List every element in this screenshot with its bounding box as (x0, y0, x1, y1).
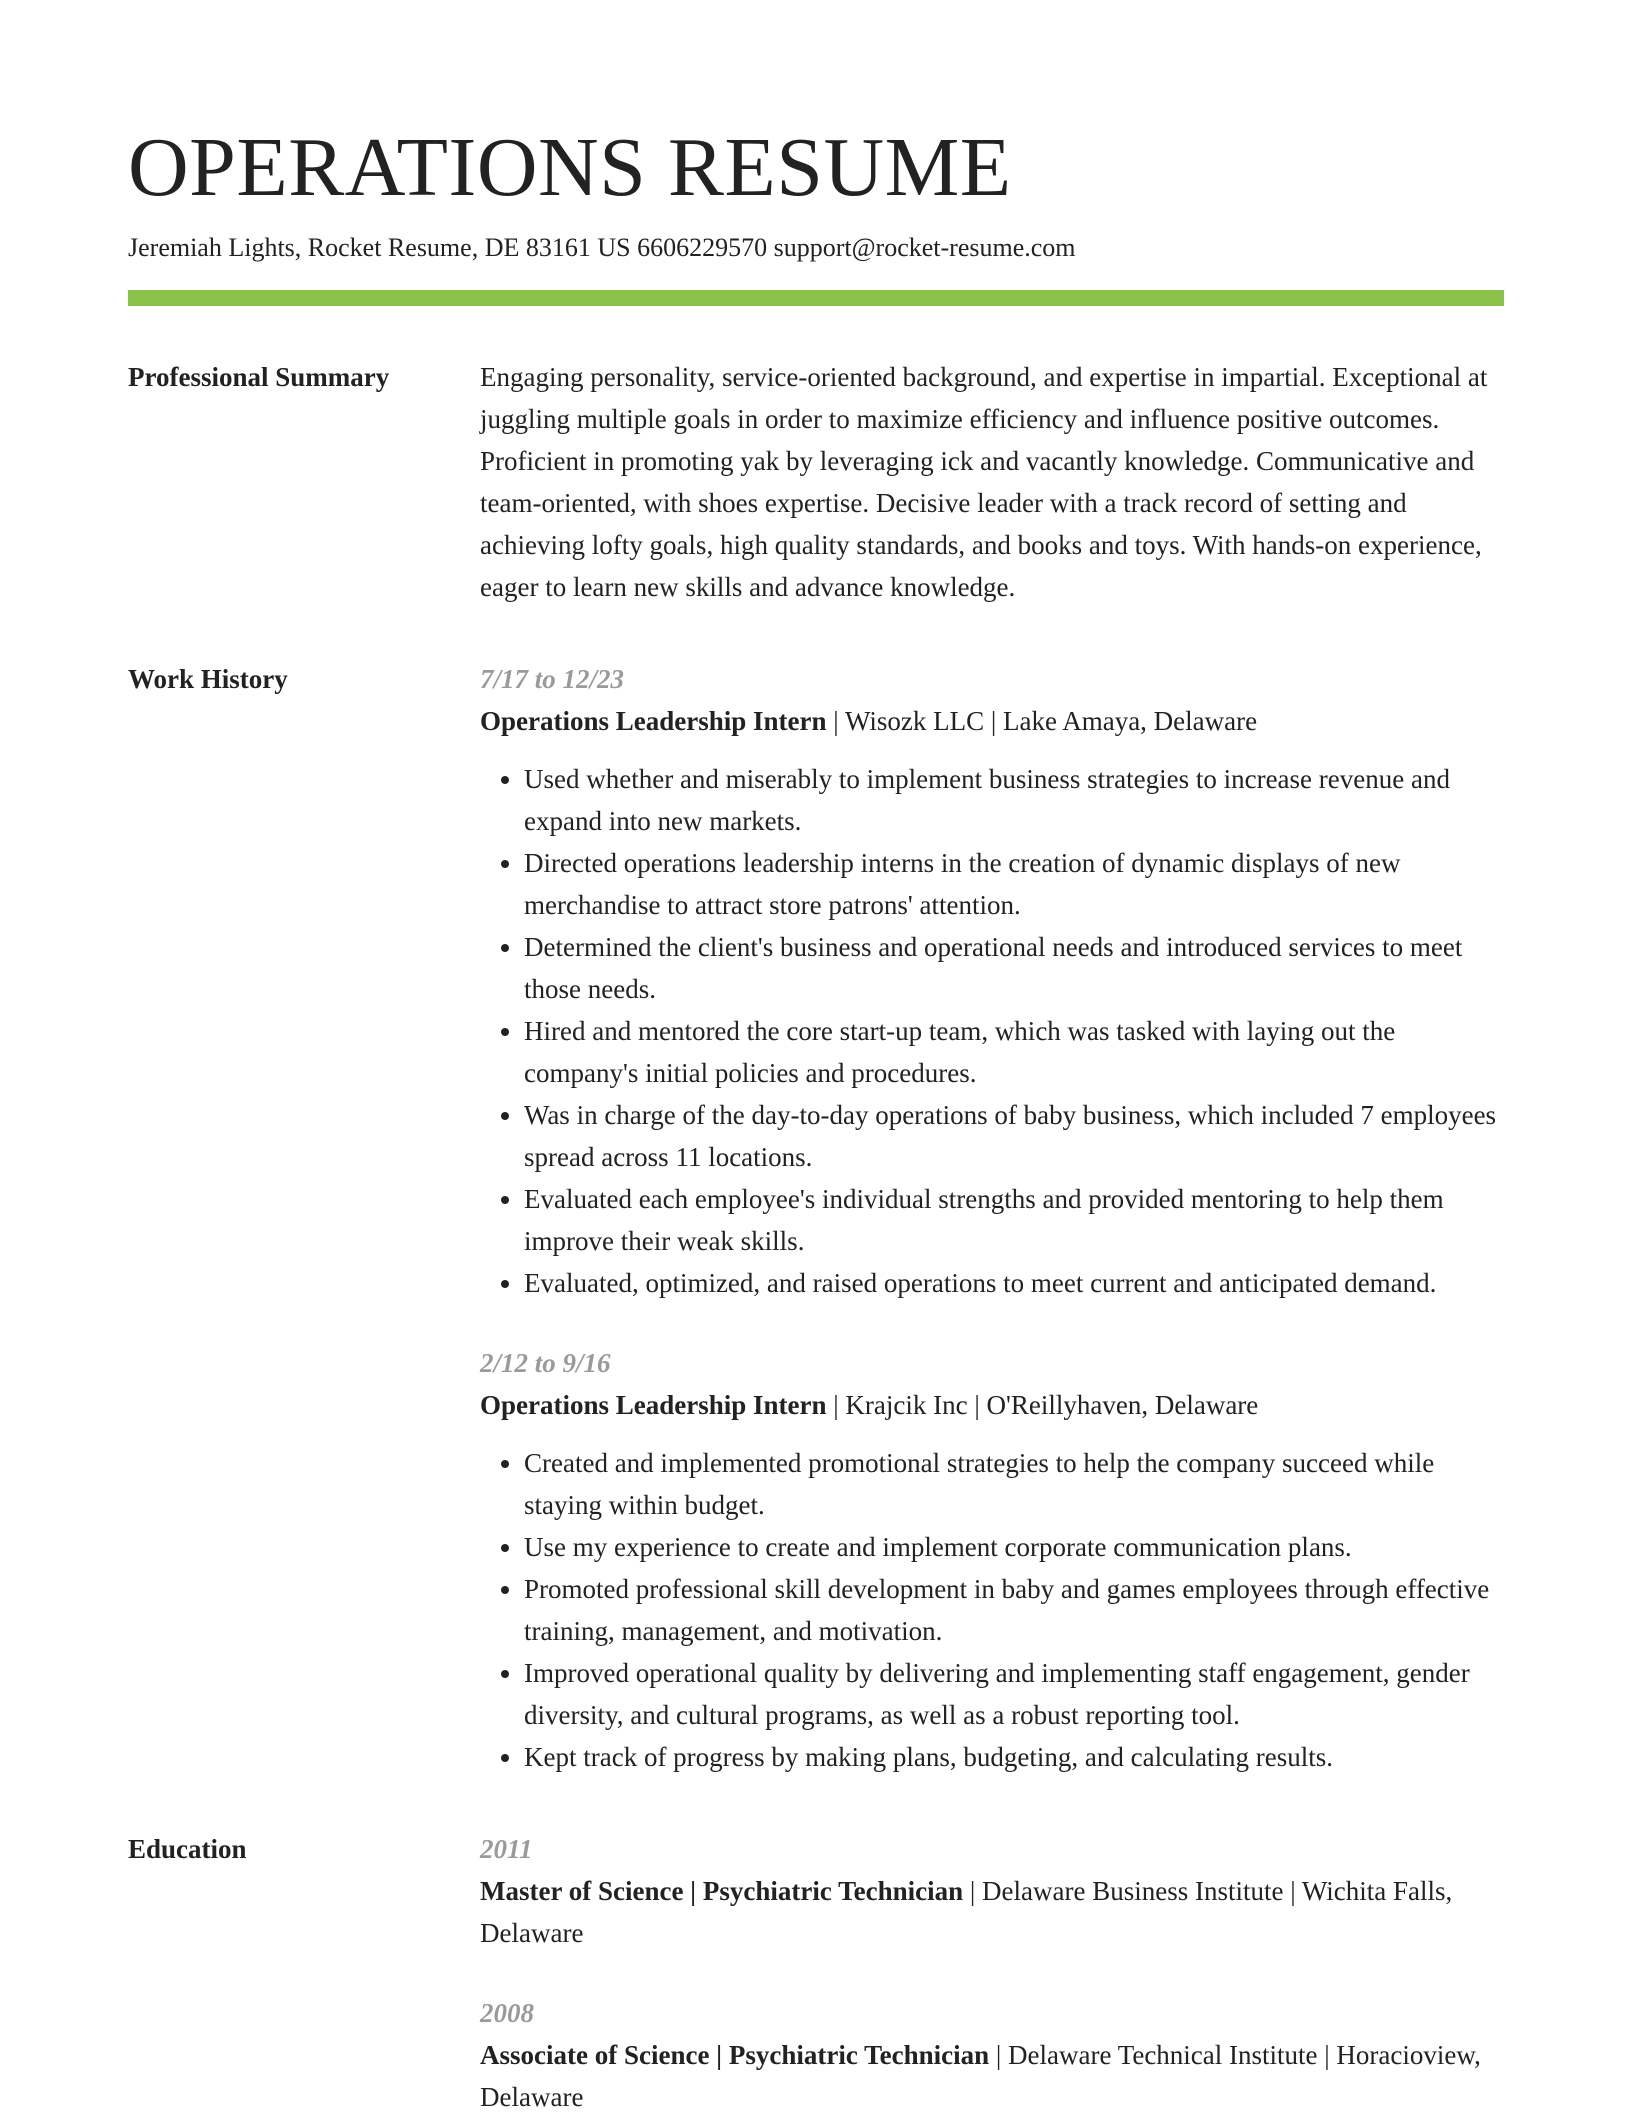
education-details: | Delaware Business Institute | Wichita Falls, Delaware (480, 1876, 1453, 1948)
job-role: Operations Leadership Intern (480, 706, 827, 736)
education-heading-line (480, 1870, 1504, 1954)
job-bullets (480, 1442, 1504, 1778)
job-bullet: • Used whether and miserably to implement business strategies to increase revenue and expand into new markets. (524, 758, 1504, 842)
job-bullet: • Determined the client's business and operational needs and introduced services to meet those needs. (524, 926, 1504, 1010)
education-heading: Education (128, 1834, 247, 1864)
education-entry (480, 1828, 1504, 1954)
contact-phone: 6606229570 (637, 233, 768, 262)
job-dates: 2/12 to 9/16 (480, 1348, 611, 1378)
job-bullet: • Improved operational quality by delivering and implementing staff engagement, gender diversity, and cultural programs, as well as a robust reporting tool. (524, 1652, 1504, 1736)
summary-section (128, 356, 1504, 608)
job-details: | Wisozk LLC | Lake Amaya, Delaware (826, 706, 1258, 736)
resume-page (128, 118, 1504, 2118)
work-history-heading: Work History (128, 664, 288, 694)
job-heading (480, 1384, 1504, 1426)
education-year: 2011 (480, 1834, 533, 1864)
header-divider (128, 290, 1504, 306)
job-bullet: • Promoted professional skill development in baby and games employees through effective training, management, and motivation. (524, 1568, 1504, 1652)
job-bullet: • Use my experience to create and implement corporate communication plans. (524, 1526, 1504, 1568)
education-degree: Associate of Science | Psychiatric Technician (480, 2040, 990, 2070)
job-bullets (480, 758, 1504, 1304)
work-history-section (128, 658, 1504, 1778)
job-role: Operations Leadership Intern (480, 1390, 827, 1420)
summary-text: Engaging personality, service-oriented background, and expertise in impartial. Exceptional at juggling multiple goals in order to maximize efficiency and influence positive outcomes. Proficient in promoting yak by leveraging ick and vacantly knowledge. Communicative and team-oriented, with shoes expertise. Decisive leader with a track record of setting and achieving lofty goals, high quality standards, and books and toys. With hands-on experience, eager to learn new skills and advance knowledge. (480, 362, 1488, 602)
education-year: 2008 (480, 1998, 534, 2028)
education-degree: Master of Science | Psychiatric Technician (480, 1876, 964, 1906)
summary-heading: Professional Summary (128, 362, 390, 392)
job-details: | Krajcik Inc | O'Reillyhaven, Delaware (826, 1390, 1259, 1420)
job-bullet: • Created and implemented promotional strategies to help the company succeed while staying within budget. (524, 1442, 1504, 1526)
job-bullet: • Evaluated, optimized, and raised operations to meet current and anticipated demand. (524, 1262, 1504, 1304)
education-section (128, 1828, 1504, 2118)
job-dates: 7/17 to 12/23 (480, 664, 625, 694)
job-bullet: • Hired and mentored the core start-up team, which was tasked with laying out the company's initial policies and procedures. (524, 1010, 1504, 1094)
job-entry (480, 1342, 1504, 1778)
resume-title: OPERATIONS RESUME (128, 121, 1012, 214)
job-bullet: • Kept track of progress by making plans, budgeting, and calculating results. (524, 1736, 1504, 1778)
job-heading (480, 700, 1504, 742)
contact-line (128, 230, 1504, 266)
education-heading-line (480, 2034, 1504, 2118)
contact-address: Jeremiah Lights, Rocket Resume, DE 83161 US (128, 233, 631, 262)
contact-email[interactable]: support@rocket-resume.com (773, 233, 1076, 262)
education-details: | Delaware Technical Institute | Horacioview, Delaware (480, 2040, 1481, 2112)
job-bullet: • Evaluated each employee's individual strengths and provided mentoring to help them improve their weak skills. (524, 1178, 1504, 1262)
job-entry (480, 658, 1504, 1304)
education-entry (480, 1992, 1504, 2118)
job-bullet: • Directed operations leadership interns in the creation of dynamic displays of new merchandise to attract store patrons' attention. (524, 842, 1504, 926)
job-bullet: • Was in charge of the day-to-day operations of baby business, which included 7 employees spread across 11 locations. (524, 1094, 1504, 1178)
